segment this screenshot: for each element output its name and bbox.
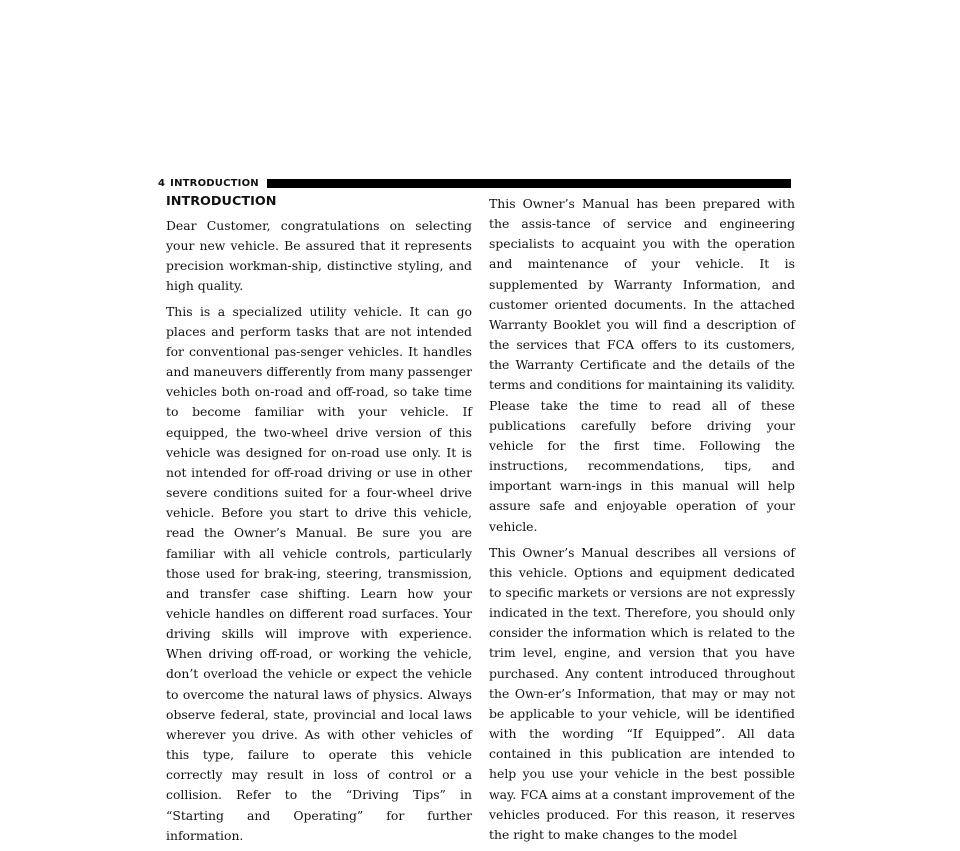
- header-rule: [267, 179, 791, 188]
- section-heading: INTRODUCTION: [166, 194, 277, 209]
- paragraph-manual-preparation: This Owner’s Manual has been prepared with the assis-tance of service and engineering specialists to acquaint you with the operation and maintenance of your vehicle. It is supplemented by Warranty Information, and customer oriented documents. In the attached Warranty Booklet you will find a description of the services that FCA offers to its customers, the Warranty Certificate and the details of the terms and conditions for maintaining its validity. Please take the time to read all of these publications carefully before driving your vehicle for the first time. Following the instructions, recommendations, tips, and important warn-ings in this manual will help assure safe and enjoyable operation of your vehicle.: [489, 196, 795, 534]
- left-column: [166, 193, 472, 851]
- paragraph-utility-vehicle: This is a specialized utility vehicle. It can go places and perform tasks that are not intended for conventional pas-senger vehicles. It handles and maneuvers differently from many passenger vehicles both on-road and off-road, so take time to become familiar with your vehicle. If equipped, the two-wheel drive version of this vehicle was designed for on-road use only. It is not intended for off-road driving or use in other severe conditions suited for a four-wheel drive vehicle. Before you start to drive this vehicle, read the Owner’s Manual. Be sure you are familiar with all vehicle controls, particularly those used for brak-ing, steering, transmission, and transfer case shifting. Learn how your vehicle handles on different road surfaces. Your driving skills will improve with experience. When driving off-road, or working the vehicle, don’t overload the vehicle or expect the vehicle to overcome the natural laws of physics. Always observe federal, state, provincial and local laws wherever you drive. As with other vehicles of this type, failure to operate this vehicle correctly may result in loss of control or a collision. Refer to the “Driving Tips” in “Starting and Operating” for further information.: [166, 303, 472, 843]
- section-label: INTRODUCTION: [170, 177, 259, 189]
- right-column: [489, 194, 795, 851]
- paragraph-manual-versions: This Owner’s Manual describes all versions of this vehicle. Options and equipment dedicated to specific markets or versions are not expressly indicated in the text. Therefore, you should only consider the information which is related to the trim level, engine, and version that you have purchased. Any content introduced throughout the Own-er’s Information, that may or may not be applicable to your vehicle, will be identified with the wording “If Equipped”. All data contained in this publication are intended to help you use your vehicle in the best possible way. FCA aims at a constant improvement of the vehicles produced. For this reason, it reserves the right to make changes to the model: [489, 544, 795, 842]
- paragraph-greeting: Dear Customer, congratulations on selecting your new vehicle. Be assured that it represents precision workman-ship, distinctive styling, and high quality.: [166, 218, 472, 294]
- page-header: [158, 176, 791, 190]
- page-number: 4: [158, 177, 166, 189]
